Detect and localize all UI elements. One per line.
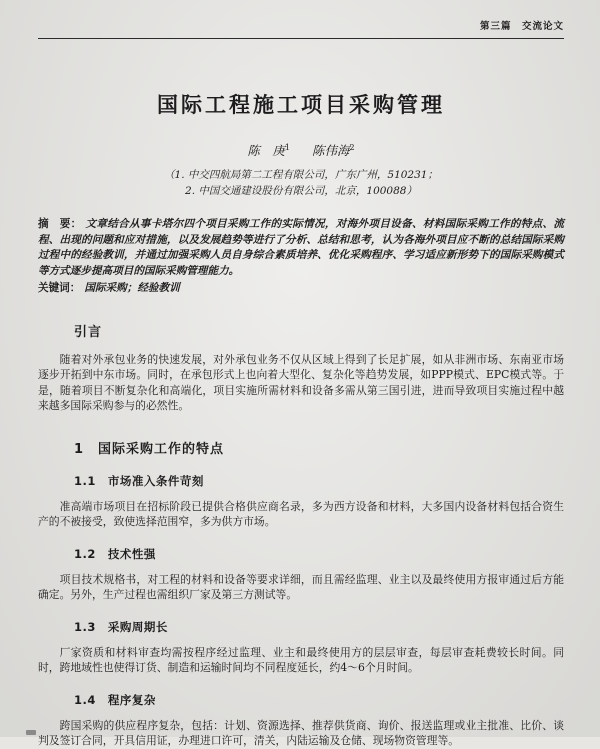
section-heading-1-2: 1.2 技术性强 xyxy=(74,546,564,562)
section-paragraph-intro: 随着对外承包业务的快速发展，对外承包业务不仅从区域上得到了长足扩展，如从非洲市场、东南亚市场逐步开拓到中东市场。同时，在承包形式上也向着大型化、复杂化等趋势发展，如PPP模式、EPC模式等。于是，随着项目不断复杂化和高端化，项目实施所需材料和设备多需从第三国引进，进而导致项目实施过程中越来越多国际采购参与的必然性。 xyxy=(38,352,564,414)
author-1-name: 陈 庚 xyxy=(247,143,285,158)
abstract-paragraph xyxy=(38,217,564,279)
affiliation-line-2: 2. 中国交通建设股份有限公司，北京，100088） xyxy=(38,183,564,199)
section-heading-1-1: 1.1 市场准入条件苛刻 xyxy=(74,473,564,489)
section-heading-intro: 引言 xyxy=(74,321,564,340)
running-header xyxy=(38,18,564,39)
author-2-affmark: 2 xyxy=(350,143,355,152)
section-paragraph-1-2: 项目技术规格书，对工程的材料和设备等要求详细，而且需经监理、业主以及最终使用方报审通过后方能确定。另外，生产过程也需组织厂家及第三方测试等。 xyxy=(38,572,564,603)
keywords-label: 关键词： xyxy=(38,282,80,294)
author-2-name: 陈伟海 xyxy=(312,143,350,158)
author-1 xyxy=(247,143,290,158)
section-heading-1: 1 国际采购工作的特点 xyxy=(74,438,564,457)
abstract-label: 摘 要： xyxy=(38,218,82,230)
section-heading-1-3: 1.3 采购周期长 xyxy=(74,619,564,635)
section-paragraph-1-1: 准高端市场项目在招标阶段已提供合格供应商名录，多为西方设备和材料，大多国内设备材料包括合资生产的不被接受，致使选择范围窄，多为供方市场。 xyxy=(38,499,564,530)
affiliation-line-1: （1. 中交四航局第二工程有限公司，广东广州，510231； xyxy=(38,167,564,183)
author-1-affmark: 1 xyxy=(285,143,290,152)
section-paragraph-1-3: 厂家资质和材料审查均需按程序经过监理、业主和最终使用方的层层审查，每层审查耗费较长时间。同时，跨地域性也使得订货、制造和运输时间均不同程度延长，约4～6个月时间。 xyxy=(38,645,564,676)
section-paragraph-1-4: 跨国采购的供应程序复杂，包括：计划、资源选择、推荐供货商、询价、报送监理或业主批准、比价、谈判及签订合同，开具信用证，办理进口许可，清关，内陆运输及仓储、现场物资管理等。 xyxy=(38,718,564,749)
scan-artifact xyxy=(26,730,36,735)
abstract-text: 文章结合从事卡塔尔四个项目采购工作的实际情况，对海外项目设备、材料国际采购工作的特点、流程、出现的问题和应对措施，以及发展趋势等进行了分析、总结和思考，认为各海外项目应不断的总结国际采购过程中的经验教训，并通过加强采购人员自身综合素质培养、优化采购程序、学习适应新形势下的国际采购模式等方式逐步提高项目的国际采购管理能力。 xyxy=(38,218,564,277)
running-header-text: 第三篇 交流论文 xyxy=(480,21,564,32)
authors-line xyxy=(38,141,564,159)
keywords-line xyxy=(38,281,564,297)
keywords-text: 国际采购；经验教训 xyxy=(84,282,179,294)
author-2 xyxy=(312,143,355,158)
affiliations-block xyxy=(38,167,564,199)
paper-title: 国际工程施工项目采购管理 xyxy=(38,89,564,119)
section-heading-1-4: 1.4 程序复杂 xyxy=(74,692,564,708)
